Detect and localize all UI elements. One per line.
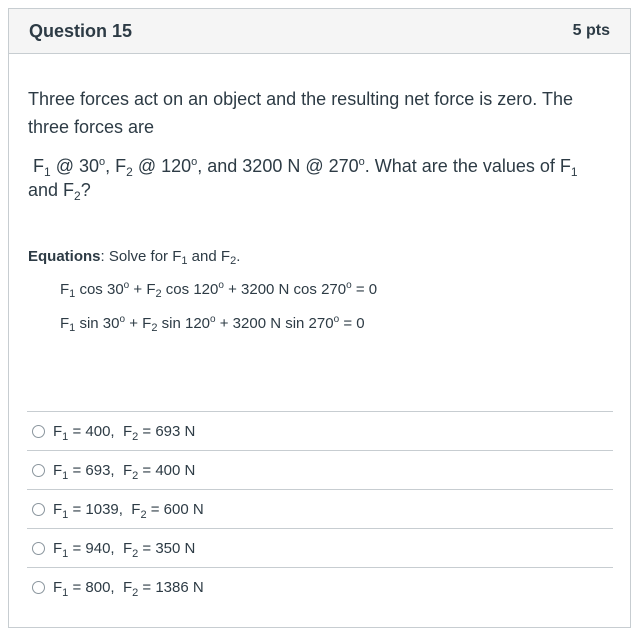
question-header xyxy=(9,9,630,54)
question-prompt-forces: $F_1$ @ 30$^o$, $F_2$ @ 120$^o$, and 3200 N @ 270$^o$. What are the values of $F_1$ and $F_2$? xyxy=(28,156,578,203)
answer-option[interactable] xyxy=(27,528,613,567)
question-prompt-intro: Three forces act on an object and the resulting net force is zero. The three forces are xyxy=(28,89,573,137)
equation-sin: $F_1$ $\sin 30^o + F_2$ $\sin 120^o + 3200$ N $\sin 270^o = 0$ xyxy=(60,314,365,334)
equation-cos: $F_1$ $\cos 30^o + F_2$ $\cos 120^o + 3200$ N $\cos 270^o = 0$ xyxy=(60,280,378,300)
radio-button[interactable] xyxy=(32,581,45,594)
answer-list xyxy=(27,411,613,606)
question-title: Question 15 xyxy=(29,20,133,41)
radio-button[interactable] xyxy=(32,425,45,438)
answer-option[interactable] xyxy=(27,411,613,450)
question-points: 5 pts xyxy=(572,22,610,39)
answer-option[interactable] xyxy=(27,567,613,606)
equations-instruction: Equations: Solve for $F_1$ and $F_2$. xyxy=(28,248,241,267)
equations-block xyxy=(28,248,611,332)
question-card xyxy=(8,8,631,628)
answer-label: $F_1 = 693$, $F_2 = 400$ N xyxy=(53,461,196,482)
answer-option[interactable] xyxy=(27,489,613,528)
question-body xyxy=(9,85,630,332)
answer-label: $F_1 = 940$, $F_2 = 350$ N xyxy=(53,539,196,560)
radio-button[interactable] xyxy=(32,464,45,477)
answer-label: $F_1 = 400$, $F_2 = 693$ N xyxy=(53,422,196,443)
answer-option[interactable] xyxy=(27,450,613,489)
equations-label: Equations xyxy=(28,248,101,265)
radio-button[interactable] xyxy=(32,503,45,516)
radio-button[interactable] xyxy=(32,542,45,555)
answer-label: $F_1 = 1039$, $F_2 = 600$ N xyxy=(53,500,204,521)
answer-label: $F_1 = 800$, $F_2 = 1386$ N xyxy=(53,578,204,599)
